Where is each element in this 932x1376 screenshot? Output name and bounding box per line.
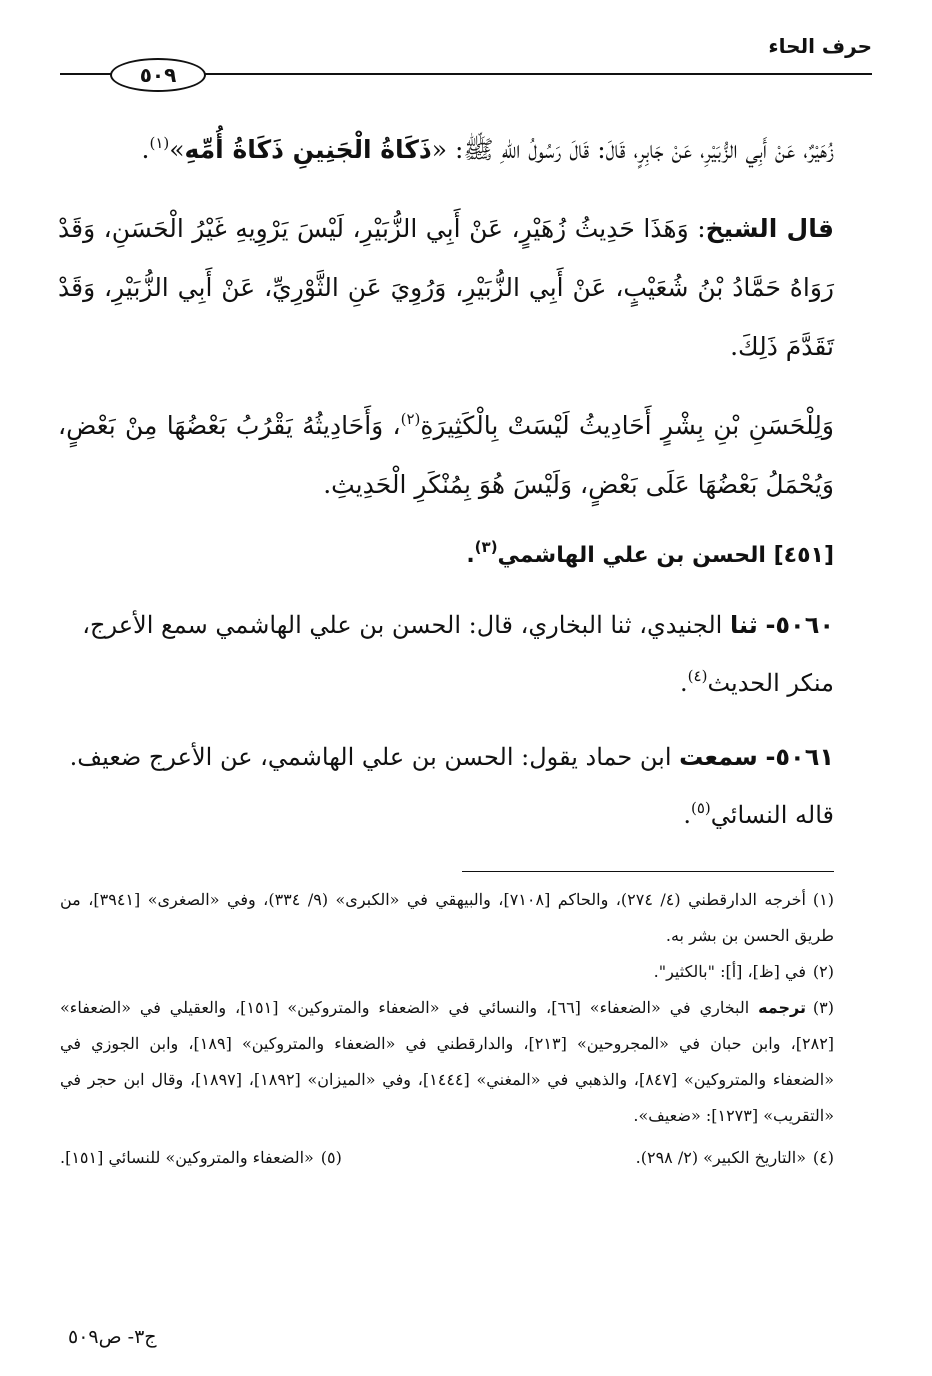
period: . — [141, 135, 150, 164]
footnote-number: (١) — [812, 890, 835, 909]
footnote-ref[interactable]: (٤) — [687, 667, 708, 685]
sheikh-comment-paragraph — [58, 199, 834, 376]
page-number-oval: ٥٠٩ — [110, 58, 206, 92]
narration-text: ابن حماد يقول: الحسن بن علي الهاشمي، عن الأعرج ضعيف. قاله النسائي — [69, 743, 834, 829]
volume-page-footer: ج٣- ص٥٠٩ — [68, 1326, 157, 1348]
main-text — [58, 120, 834, 860]
footnote-text: في [ظ]، [أ]: "بالكثير". — [653, 962, 806, 981]
narration-label: سمعت — [679, 743, 758, 771]
footnote-row-4-5 — [60, 1140, 834, 1176]
footnote-text: البخاري في «الضعفاء» [٦٦]، والنسائي في «الضعفاء والمتروكين» [١٥١]، والعقيلي في «الضعفاء» [٢٨٢]، وابن حبان في «المجروحين» [٢١٣]، والدارقطني في «الضعفاء والمتروكين» [١٨٩]، وابن الجوزي في «الضعفاء والمتروكين» [٨٤٧]، والذهبي في «المغني» [١٤٤٤]، وفي «الميزان» [١٨٩٢]، [١٨٩٧]، وقال ابن حجر في «التقريب» [١٢٧٣]: «ضعيف». — [60, 998, 835, 1125]
period: . — [680, 669, 688, 697]
hadith-matn: ذَكَاةُ الْجَنِينِ ذَكَاةُ أُمِّهِ — [184, 135, 432, 164]
footnote-ref[interactable]: (٣) — [474, 538, 498, 556]
footnote-5 — [60, 1140, 342, 1176]
footnote-ref[interactable]: (١) — [149, 134, 170, 152]
footnote-label: ترجمه — [758, 998, 807, 1017]
footnote-number: (٣) — [812, 998, 835, 1017]
sheikh-comment: : وَهَذَا حَدِيثُ زُهَيْرٍ، عَنْ أَبِي الزُّبَيْرِ، لَيْسَ يَرْوِيهِ غَيْرُ الْحَسَنِ، وَقَدْ رَوَاهُ حَمَّادُ بْنُ شُعَيْبٍ، عَنْ أَبِي الزُّبَيْرِ، وَرُوِيَ عَنِ الثَّوْرِيِّ، عَنْ أَبِي الزُّبَيْرِ، وَقَدْ تَقَدَّمَ ذَلِكَ. — [58, 214, 834, 361]
footnote-text: «الضعفاء والمتروكين» للنسائي [١٥١]. — [60, 1148, 314, 1167]
running-head: حرف الحاء — [768, 34, 872, 58]
narration-number: ٥٠٦١- — [765, 743, 834, 771]
narration-5061 — [58, 728, 834, 844]
entry-title: [٤٥١] الحسن بن علي الهاشمي — [497, 543, 834, 568]
footnote-text: «التاريخ الكبير» (٢/ ٢٩٨). — [635, 1148, 806, 1167]
hasan-bin-bishr-paragraph — [58, 396, 834, 514]
paragraph-text: ، وَأَحَادِيثُهُ يَقْرُبُ بَعْضُهَا مِنْ بَعْضٍ، وَيُحْمَلُ بَعْضُهَا عَلَى بَعْضٍ، وَلَيْسَ هُوَ بِمُنْكَرِ الْحَدِيثِ. — [58, 411, 834, 499]
footnote-separator — [462, 871, 834, 872]
footnote-1 — [60, 882, 834, 954]
footnote-4 — [636, 1140, 834, 1176]
quote-close: » — [169, 135, 185, 164]
footnotes — [60, 882, 834, 1176]
narration-label: ثنا — [729, 611, 758, 639]
footnote-number: (٤) — [812, 1148, 834, 1167]
footnote-3 — [60, 990, 834, 1134]
entry-heading — [58, 536, 834, 576]
footnote-text: أخرجه الدارقطني (٤/ ٢٧٤)، والحاكم [٧١٠٨]، والبيهقي في «الكبرى» (٩/ ٣٣٤)، وفي «الصغرى» [٣٩٤١]، من طريق الحسن بن بشر به. — [60, 890, 834, 945]
footnote-2 — [60, 954, 834, 990]
period: . — [466, 543, 475, 568]
footnote-number: (٢) — [812, 962, 834, 981]
footnote-ref[interactable]: (٢) — [400, 410, 421, 428]
narration-5060 — [58, 596, 834, 712]
paragraph-text: وَلِلْحَسَنِ بْنِ بِشْرٍ أَحَادِيثُ لَيْسَتْ بِالْكَثِيرَةِ — [420, 411, 834, 440]
hadith-text-paragraph — [58, 120, 834, 179]
narration-text: الجنيدي، ثنا البخاري، قال: الحسن بن علي الهاشمي سمع الأعرج، منكر الحديث — [82, 611, 834, 697]
period: . — [683, 801, 691, 829]
footnote-number: (٥) — [320, 1148, 342, 1167]
sheikh-label: قال الشيخ — [705, 214, 834, 243]
hadith-chain: زُهَيْرٌ، عَنْ أَبِي الزُّبَيْرِ، عَنْ جَابِرٍ، قَالَ: قَالَ رَسُولُ اللهِ ﷺ: « — [431, 135, 834, 164]
narration-number: ٥٠٦٠- — [765, 611, 834, 639]
footnote-ref[interactable]: (٥) — [690, 799, 711, 817]
